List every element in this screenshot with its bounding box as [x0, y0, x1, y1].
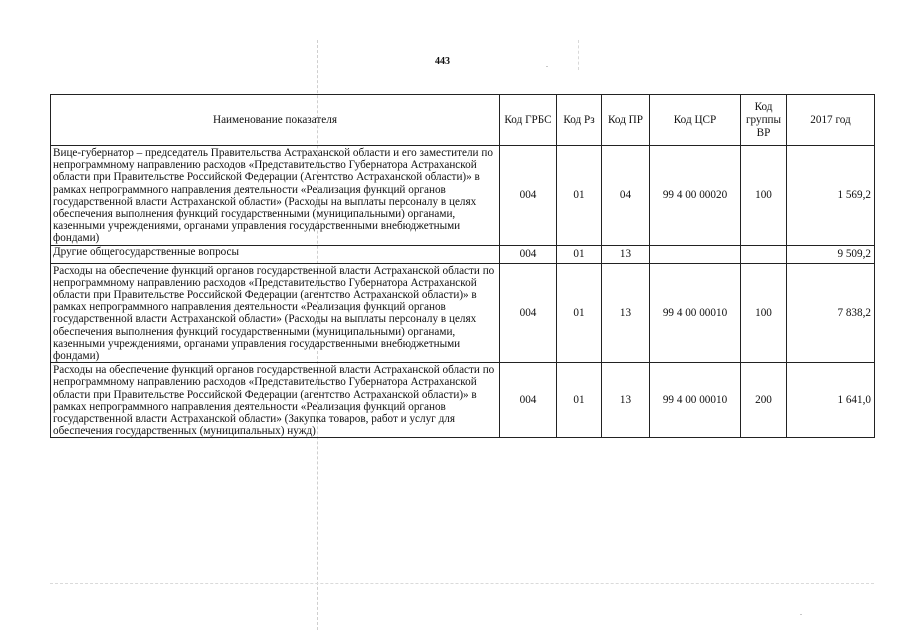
- header-year: 2017 год: [787, 95, 875, 146]
- row-pr: 13: [602, 263, 650, 363]
- row-csr: [650, 245, 741, 263]
- row-pr: 13: [602, 245, 650, 263]
- header-vr: Код группы ВР: [741, 95, 787, 146]
- header-pr: Код ПР: [602, 95, 650, 146]
- row-amount: 9 509,2: [787, 245, 875, 263]
- budget-table: [50, 94, 875, 438]
- row-rz: 01: [557, 146, 602, 246]
- table-row: [51, 363, 875, 438]
- scan-speck: [800, 614, 802, 615]
- row-rz: 01: [557, 363, 602, 438]
- table-header-row: [51, 95, 875, 146]
- row-grbs: 004: [500, 245, 557, 263]
- table-row: [51, 146, 875, 246]
- row-csr: 99 4 00 00010: [650, 363, 741, 438]
- row-csr: 99 4 00 00020: [650, 146, 741, 246]
- row-vr: 100: [741, 263, 787, 363]
- row-pr: 04: [602, 146, 650, 246]
- table-row: [51, 263, 875, 363]
- header-grbs: Код ГРБС: [500, 95, 557, 146]
- header-csr: Код ЦСР: [650, 95, 741, 146]
- row-grbs: 004: [500, 263, 557, 363]
- row-grbs: 004: [500, 146, 557, 246]
- row-amount: 1 569,2: [787, 146, 875, 246]
- header-name: Наименование показателя: [51, 95, 500, 146]
- row-name: Расходы на обеспечение функций органов государственной власти Астраханской области по непрограммному направлению расходов «Представительство Губернатора Астраханской области при Правительстве Российской Федерации (агентство Астраханской области)» в рамках непрограммного направления деятельности «Реализация функций органов государственной власти Астраханской области» (Закупка товаров, работ и услуг для обеспечения государственных (муниципальных) нужд): [51, 363, 500, 438]
- row-name: Другие общегосударственные вопросы: [51, 245, 500, 263]
- row-grbs: 004: [500, 363, 557, 438]
- row-rz: 01: [557, 245, 602, 263]
- row-name: Вице-губернатор – председатель Правительства Астраханской области и его заместители по непрограммному направлению расходов «Представительство Губернатора Астраханской области при Правительстве Российской Федерации (Агентство Астраханской области)» в рамках непрограммного направления деятельности «Реализация функций органов государственной власти Астраханской области» (Расходы на выплаты персоналу в целях обеспечения выполнения функций государственными (муниципальными) органами, казенными учреждениями, органами управления государственными внебюджетными фондами): [51, 146, 500, 246]
- row-vr: 200: [741, 363, 787, 438]
- row-pr: 13: [602, 363, 650, 438]
- row-name: Расходы на обеспечение функций органов государственной власти Астраханской области по непрограммному направлению расходов «Представительство Губернатора Астраханской области при Правительстве Российской Федерации (агентство Астраханской области)» в рамках непрограммного направления деятельности «Реализация функций органов государственной власти Астраханской области» (Расходы на выплаты персоналу в целях обеспечения выполнения функций государственными (муниципальными) органами, казенными учреждениями, органами управления государственными внебюджетными фондами): [51, 263, 500, 363]
- row-rz: 01: [557, 263, 602, 363]
- row-amount: 7 838,2: [787, 263, 875, 363]
- row-amount: 1 641,0: [787, 363, 875, 438]
- row-vr: [741, 245, 787, 263]
- row-csr: 99 4 00 00010: [650, 263, 741, 363]
- row-vr: 100: [741, 146, 787, 246]
- header-rz: Код Рз: [557, 95, 602, 146]
- page-number: 443: [435, 56, 450, 67]
- table-row: [51, 245, 875, 263]
- scan-noise-line: [50, 583, 874, 584]
